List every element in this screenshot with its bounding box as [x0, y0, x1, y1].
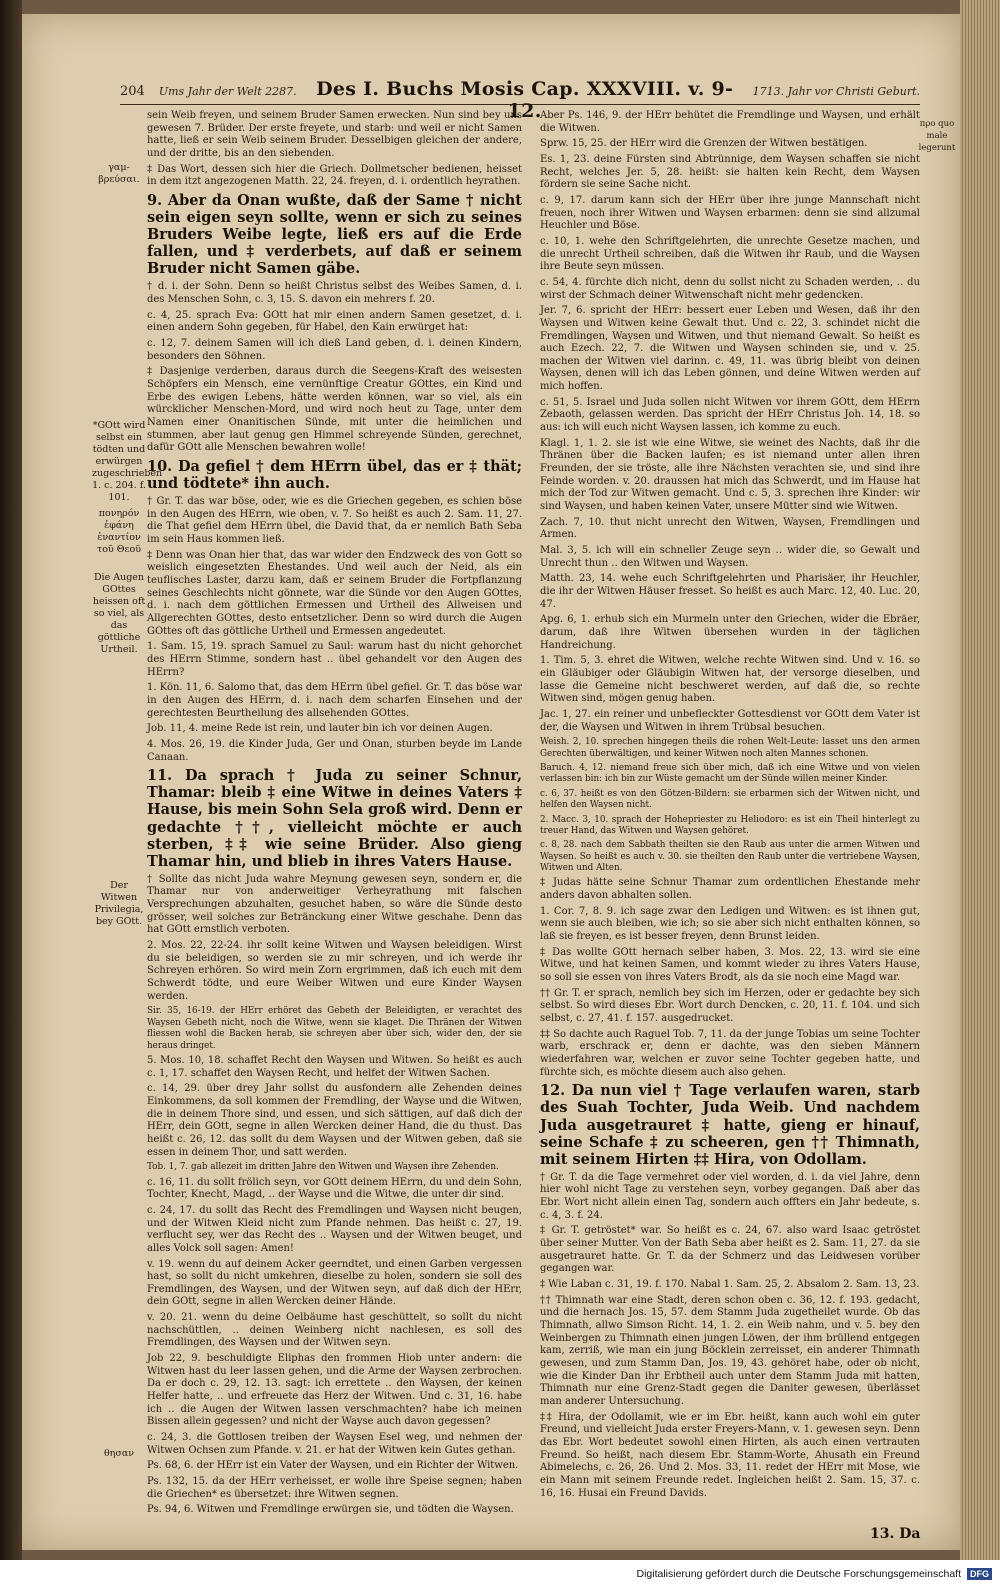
text-paragraph: Es. 1, 23. deine Fürsten sind Abtrünnige, dem Waysen schaffen sie nicht Recht, welches Jer. 5, 28. heißt: sie halten kein Recht, dem Waysen fördern sie seine Sache nicht.	[540, 153, 920, 191]
text-paragraph: 11. Da sprach † Juda zu seiner Schnur, Thamar: bleib ‡ eine Witwe in deines Vaters ‡ Hause, bis mein Sohn Sela groß wird. Denn er gedachte ††, vielleicht möchte er auch sterben, ‡‡ wie seine Brüder. Also gieng Thamar hin, und blieb in ihres Vaters Hause.	[147, 767, 522, 870]
text-paragraph: Jer. 7, 6. spricht der HErr: bessert euer Leben und Wesen, daß ihr den Waysen und Witwen keine Gewalt thut. Und c. 22, 3. schindet nicht die Fremdlingen, Waysen und Witwen, und thut niemand Gewalt. So heißt es auch Ezech. 22, 7. die Witwen und Waysen schinden sie, und v. 25. machen der Witwen viel darinn. c. 49, 11. was übrig bleibt von deinen Waysen, denen will ich das Leben gönnen, und deine Witwen werden auf mich hoffen.	[540, 305, 920, 393]
text-paragraph: Zach. 7, 10. thut nicht unrecht den Witwen, Waysen, Fremdlingen und Armen.	[540, 516, 920, 541]
text-paragraph: v. 19. wenn du auf deinem Acker geerndtet, und einen Garben vergessen hast, so sollt du nicht umkehren, dieselbe zu holen, sondern sie soll des Fremdlingen, des Waysen, und der Witwen seyn, auf daß dich der HErr, dein GOtt, segne in allen Wercken deiner Hände.	[147, 1258, 522, 1308]
text-paragraph: ‡ Judas hätte seine Schnur Thamar zum ordentlichen Ehestande mehr anders davon abhalten sollen.	[540, 877, 920, 902]
text-paragraph: 1. Tim. 5, 3. ehret die Witwen, welche rechte Witwen sind. Und v. 16. so ein Gläubiger oder Gläubigin Witwen hat, der versorge dieselben, und lasse die Gemeine nicht beschweret werden, auf daß die, so rechte Witwen sind, mögen genug haben.	[540, 655, 920, 705]
text-paragraph: c. 24, 17. du sollt das Recht des Fremdlingen und Waysen nicht beugen, und der Witwen Kleid nicht zum Pfande nehmen. Das heißt c. 27, 19. verflucht sey, wer das Recht des ‥ Waysen und der Witwen beuget, und alles Volck soll sagen: Amen!	[147, 1204, 522, 1254]
text-paragraph: 10. Da gefiel † dem HErrn übel, das er ‡ thät; und tödtete* ihn auch.	[147, 457, 522, 493]
text-paragraph: †† Thimnath war eine Stadt, deren schon oben c. 36, 12. f. 193. gedacht, und die hernach Jos. 15, 57. dem Stamm Juda zugetheilet wurde. Ob das Thimnath, allwo Simson Richt. 14, 1. 2. ein Weib nahm, und v. 5. bey den Weinbergen zu Thimnath einen jungen Löwen, der ihm brüllend entgegen kam, zerriß, wie man ein jung Böcklein zerreisset, ein anderer Thimnath gewesen, und zum Stamm Dan, Jos. 19, 43. gehöret habe, oder ob nicht, wie die Kinder Dan ihr Erbtheil auch unter dem Stamm Juda mit hatten, Thimnath nur eine Grenz-Stadt gegen die Daniter gewesen, überlässet man anderer Untersuchung.	[540, 1294, 920, 1407]
text-paragraph: c. 10, 1. wehe den Schriftgelehrten, die unrechte Gesetze machen, und die unrecht Urtheil schreiben, daß die Witwen ihr Raub, und die Waysen ihre Beute seyn müssen.	[540, 235, 920, 273]
text-paragraph: 1. Cor. 7, 8. 9. ich sage zwar den Ledigen und Witwen: es ist ihnen gut, wenn sie auch bleiben, wie ich; so sie aber sich nicht enthalten können, so laß sie freyen, es ist besser freyen, denn Brunst leiden.	[540, 905, 920, 943]
text-paragraph: Job. 11, 4. meine Rede ist rein, und lauter bin ich vor deinen Augen.	[147, 723, 493, 735]
text-paragraph: Jac. 1, 27. ein reiner und unbefleckter Gottesdienst vor GOtt dem Vater ist der, die Waysen und Witwen in ihrem Trübsal besuchen.	[540, 708, 920, 733]
text-paragraph: ‡ Dasjenige verderben, daraus durch die Seegens-Kraft des weisesten Schöpfers ein Mensch, eine vernünftige Creatur GOttes, ein Kind und Erbe des ewigen Lebens, hätte werden können, war so viel, als ein würcklicher Menschen-Mord, und wird noch heut zu Tage, unter dem Namen einer Onanitischen Sünde, mit unter die heimlichen und stummen, aber laut genug gen Himmel schreyende Sünden, gerechnet, dafür GOtt alle Menschen bewahren wolle!	[147, 366, 522, 454]
margin-note: *GOtt wird selbst ein tödten und erwürgen zugeschrieben 1. c. 204. f. 101.	[92, 420, 163, 503]
text-paragraph: 5. Mos. 10, 18. schaffet Recht den Waysen und Witwen. So heißt es auch c. 1, 17. schaffet den Waysen Recht, und helfet der Witwen Sachen.	[147, 1054, 522, 1079]
text-paragraph: Tob. 1, 7. gab allezeit im dritten Jahre den Witwen und Waysen ihre Zehenden.	[147, 1162, 499, 1173]
text-paragraph: Ps. 68, 6. der HErr ist ein Vater der Waysen, und ein Richter der Witwen.	[147, 1460, 519, 1472]
text-paragraph: Ps. 94, 6. Witwen und Fremdlinge erwürgen sie, und tödten die Waysen.	[147, 1504, 514, 1516]
text-paragraph: c. 54, 4. fürchte dich nicht, denn du sollst nicht zu Schaden werden, ‥ du wirst der Schmach deiner Witwenschaft nicht mehr gedencken.	[540, 276, 920, 301]
text-paragraph: ‡‡ So dachte auch Raguel Tob. 7, 11. da der junge Tobias um seine Tochter warb, erschrack er, denn er dachte, was den sieben Männern wiederfahren war, welchen er zuvor seine Tochter gegeben hatte, und fürchte sich, es möchte diesem auch also gehen.	[540, 1028, 920, 1078]
text-paragraph: Aber Ps. 146, 9. der HErr behütet die Fremdlinge und Waysen, und erhält die Witwen.	[540, 110, 920, 134]
catchword: 13. Da	[870, 1526, 921, 1542]
text-paragraph: 1. Kön. 11, 6. Salomo that, das dem HErrn übel gefiel. Gr. T. das böse war in den Augen des HErrn, d. i. nach dem scharfen Einsehen und der gerechtesten Beurtheilung des allsehenden GOttes.	[147, 682, 522, 719]
text-paragraph: Sprw. 15, 25. der HErr wird die Grenzen der Witwen bestätigen.	[540, 138, 868, 150]
book-spine	[0, 0, 22, 1588]
text-paragraph: c. 9, 17. darum kann sich der HErr über ihre junge Mannschaft nicht freuen, noch ihrer Witwen und Waysen erbarmen: denn sie sind allzumal Heuchler und Böse.	[540, 194, 920, 232]
left-column	[147, 110, 522, 1520]
header-left: Ums Jahr der Welt 2287.	[158, 85, 297, 98]
text-paragraph: †† Gr. T. er sprach, nemlich bey sich im Herzen, oder er gedachte bey sich selbst. So wird dieses Ebr. Wort durch Dencken, c. 20, 11. f. 104. und sich selbst, c. 27, 41. f. 157. ausgedrucket.	[540, 987, 920, 1025]
text-paragraph: c. 16, 11. du sollt frölich seyn, vor GOtt deinem HErrn, du und dein Sohn, Tochter, Knecht, Magd, ‥ der Wayse und die Witwe, die unter dir sind.	[147, 1176, 522, 1201]
text-paragraph: c. 51, 5. Israel und Juda sollen nicht Witwen vor ihrem GOtt, dem HErrn Zebaoth, gelassen werden. Das spricht der HErr Christus Joh. 14, 18. so aus: ich will euch nicht Waysen lassen, ich komme zu euch.	[540, 396, 920, 434]
text-paragraph: Mal. 3, 5. ich will ein schneller Zeuge seyn ‥ wider die, so Gewalt und Unrecht thun ‥ den Witwen und Waysen.	[540, 545, 920, 569]
header-right: 1713. Jahr vor Christi Geburt.	[752, 85, 920, 98]
text-paragraph: sein Weib freyen, und seinem Bruder Samen erwecken. Nun sind bey uns gewesen 7. Brüder. Der erste freyete, und starb: und weil er nicht Samen hatte, ließ er sein Weib seinem Bruder. Desselbigen gleichen der andere, und der dritte, bis an den siebenden.	[147, 110, 522, 159]
margin-note: προ quo male legerunt	[918, 119, 956, 153]
text-paragraph: ‡ Das wollte GOtt hernach selber haben, 3. Mos. 22, 13. wird sie eine Witwe, und hat keinen Samen, und kommt wieder zu ihres Vaters Hause, so soll sie essen von ihres Vaters Brodt, als da sie noch eine Magd war.	[540, 946, 920, 984]
text-paragraph: Baruch. 4, 12. niemand freue sich über mich, daß ich eine Witwe und von vielen verlassen bin: ich bin zur Wüste gemacht um der Sünde willen meiner Kinder.	[540, 762, 920, 785]
text-paragraph: ‡‡ Hira, der Odollamit, wie er im Ebr. heißt, kann auch wohl ein guter Freund, und vielleicht Juda erster Freyers-Mann, v. 1. gewesen seyn. Denn das Ebr. Wort bedeutet sowohl einen Hirten, als auch einen vertrauten Freund. So heißt, nach diesem Ebr. Stamm-Worte, Ahusath ein Freund Abimelechs, c. 26, 26. Und 2. Mos. 33, 11. redet der HErr mit Mose, wie ein Mann mit seinem Freunde redet. Ingleichen heißt 2. Sam. 15, 37. c. 16, 16. Husai ein Freund Davids.	[540, 1411, 920, 1499]
header-title: Des I. Buchs Mosis Cap. XXXVIII. v. 9-12.	[316, 78, 734, 122]
text-paragraph: Job 22, 9. beschuldigte Eliphas den frommen Hiob unter andern: die Witwen hast du leer lassen gehen, und die Arme der Waysen zerbrochen. Da er doch c. 29, 12. 13. sagt: ich errettete ‥ den Waysen, der keinen Helfer hatte, ‥ und erfreuete das Herz der Witwen. Und c. 31, 16. habe ich ‥ die Augen der Witwen lassen verschmachten? habe ich meinen Bissen allein gegessen? und nicht der Wayse auch davon gegessen?	[147, 1353, 522, 1428]
margin-note: Die Augen GOttes heissen oft so viel, als das göttliche Urtheil.	[92, 572, 146, 655]
text-paragraph: c. 14, 29. über drey Jahr sollst du ausfondern alle Zehenden deines Einkommens, da soll kommen der Fremdling, der Wayse und die Witwen, die in deinem Thore sind, und essen, und sich sättigen, auf daß dich der HErr, dein GOtt, segne in allen Wercken deiner Hand, die du thust. Das heißt c. 26, 12. das sollt du dem Waysen und der Witwen geben, daß sie essen in deinem Thor, und satt werden.	[147, 1083, 522, 1158]
text-paragraph: 2. Mos. 22, 22-24. ihr sollt keine Witwen und Waysen beleidigen. Wirst du sie beleidigen, so werden sie zu mir schreyen, und ich werde ihr Schreyen erhören. So wird mein Zorn ergrimmen, daß ich euch mit dem Schwerdt tödte, und eure Weiber Witwen und eure Kinder Waysen werden.	[147, 940, 522, 1002]
page-edges	[960, 0, 1000, 1560]
text-paragraph: ‡ Wie Laban c. 31, 19. f. 170. Nabal 1. Sam. 25, 2. Absalom 2. Sam. 13, 23.	[540, 1279, 920, 1291]
text-paragraph: c. 8, 28. nach dem Sabbath theilten sie den Raub aus unter die armen Witwen und Waysen. So heißt es auch v. 30. sie theilten den Raub unter die vertriebene Waysen, Witwen und Alten.	[540, 840, 920, 874]
text-paragraph: ‡ Das Wort, dessen sich hier die Griech. Dollmetscher bedienen, heisset in dem itzt angezogenen Matth. 22, 24. freyen, d. i. ordentlich heyrathen.	[147, 163, 522, 188]
footer-credit: Digitalisierung gefördert durch die Deutsche Forschungsgemeinschaft	[636, 1568, 961, 1580]
text-paragraph: Sir. 35, 16-19. der HErr erhöret das Gebeth der Beleidigten, er verachtet des Waysen Gebeth nicht, noch die Witwe, wenn sie klaget. Die Thränen der Witwen fliessen wohl die Backen herab, sie schreyen aber über sich, wider den, der sie heraus dringet.	[147, 1006, 522, 1051]
text-paragraph: Apg. 6, 1. erhub sich ein Murmeln unter den Griechen, wider die Ebräer, darum, daß ihre Witwen übersehen wurden in der täglichen Handreichung.	[540, 614, 920, 651]
text-paragraph: 2. Macc. 3, 10. sprach der Hohepriester zu Heliodoro: es ist ein Theil hinterlegt zu treuer Hand, das Witwen und Waysen gehöret.	[540, 814, 920, 836]
dfg-logo: DFG	[967, 1568, 992, 1580]
margin-note: Der Witwen Privilegia, bey GOtt.	[94, 880, 144, 927]
text-paragraph: 4. Mos. 26, 19. die Kinder Juda, Ger und Onan, sturben beyde im Lande Canaan.	[147, 738, 522, 763]
text-paragraph: Ps. 132, 15. da der HErr verheisset, er wolle ihre Speise segnen; haben die Griechen* es übersetzet: ihre Witwen segnen.	[147, 1476, 522, 1500]
margin-note: πονηρόν ἐφάνη ἐναντίον τοῦ Θεοῦ	[97, 508, 141, 555]
text-paragraph: † Sollte das nicht Juda wahre Meynung gewesen seyn, sondern er, die Thamar nur von anderweitiger Verheyrathung mit falschen Versprechungen abzuhalten, gesuchet haben, so wäre die Sünde desto grösser, weil solches zur Betränckung einer Witwe geschahe. Denn das hat GOtt ernstlich verboten.	[147, 873, 522, 936]
margin-note: γαμ- βρεύσαι.	[98, 162, 140, 185]
text-paragraph: † Gr. T. da die Tage vermehret oder viel worden, d. i. da viel Jahre, denn hier wohl nicht Tage zu verstehen seyn, vorbey gegangen. Daß aber das Ebr. Wort nicht allein einen Tag, sondern auch offters ein Jahr bedeute, s. c. 4, 3. f. 24.	[540, 1171, 920, 1221]
text-paragraph: c. 4, 25. sprach Eva: GOtt hat mir einen andern Samen gesetzet, d. i. einen andern Sohn gegeben, für Habel, den Kain erwürget hat:	[147, 309, 522, 334]
text-paragraph: 12. Da nun viel † Tage verlaufen waren, starb des Suah Tochter, Juda Weib. Und nachdem Juda ausgetrauret ‡ hatte, gieng er hinauf, seine Schafe ‡ zu scheeren, gen †† Thimnath, mit seinem Hirten ‡‡ Hira, von Odollam.	[540, 1082, 920, 1168]
text-paragraph: v. 20. 21. wenn du deine Oelbäume hast geschüttelt, so sollt du nicht nachschüttlen, ‥ deinen Weinberg nicht nachlesen, es soll des Fremdlingen, des Waysen und der Witwen seyn.	[147, 1312, 522, 1349]
text-paragraph: c. 12, 7. deinem Samen will ich dieß Land geben, d. i. deinen Kindern, besonders den Söhnen.	[147, 338, 522, 362]
text-paragraph: Klagl. 1, 1. 2. sie ist wie eine Witwe, sie weinet des Nachts, daß ihr die Thränen über die Backen laufen; es ist niemand unter allen ihren Freunden, der sie tröste, alle ihre Nächsten verachten sie, und sind ihre Feinde worden. v. 20. draussen hat mich das Schwerdt, und im Hause hat mich der Tod zur Witwen gemacht. Und c. 5, 3. sprechen ihre Kinder: wir sind Waysen, und haben keinen Vater, unsere Mütter sind wie Witwen.	[540, 437, 920, 513]
text-paragraph: c. 24, 3. die Gottlosen treiben der Waysen Esel weg, und nehmen der Witwen Ochsen zum Pfande. v. 21. er hat der Witwen kein Gutes gethan.	[147, 1432, 522, 1456]
text-paragraph: Weish. 2, 10. sprechen hingegen theils die rohen Welt-Leute: lasset uns den armen Gerechten überwältigen, und keiner Witwen noch alten Mannes schonen.	[540, 737, 920, 759]
text-paragraph: c. 6, 37. heißt es von den Götzen-Bildern: sie erbarmen sich der Witwen nicht, und helfen den Waysen nicht.	[540, 788, 920, 811]
page-number: 204	[120, 84, 145, 99]
margin-note: θησαν	[103, 1448, 135, 1459]
text-paragraph: ‡ Denn was Onan hier that, das war wider den Endzweck des von Gott so weislich eingesetzten Ehestandes. Und weil auch der Neid, als ein teuflisches Laster, darzu kam, daß er seinem Bruder die Fortpflanzung seines Geschlechts nicht gönnete, war die Sünde vor den Augen GOttes, d. i. nach dem göttlichen Ermessen und Urtheil des Allweisen und Allgerechten GOttes, desto entsetzlicher. Denn so wird durch die Augen GOttes oft das göttliche Urtheil und Ermessen angedeutet.	[147, 549, 522, 637]
text-paragraph: Matth. 23, 14. wehe euch Schriftgelehrten und Pharisäer, ihr Heuchler, die ihr der Witwen Häuser fresset. So heißt es auch Marc. 12, 40. Luc. 20, 47.	[540, 573, 920, 610]
text-paragraph: 1. Sam. 15, 19. sprach Samuel zu Saul: warum hast du nicht gehorchet des HErrn Stimme, sondern hast ‥ übel gehandelt vor den Augen des HErrn?	[147, 641, 522, 678]
right-column	[540, 110, 920, 1503]
text-paragraph: ‡ Gr. T. getröstet* war. So heißt es c. 24, 67. also ward Isaac getröstet über seiner Mutter. Von der Bath Seba aber heißt es 2. Sam. 11, 27. da sie ausgetrauret hatte. Gr. T. da der Schmerz und das Leidwesen vorüber gegangen war.	[540, 1225, 920, 1275]
footer-bar	[0, 1560, 1000, 1588]
text-paragraph: 9. Aber da Onan wußte, daß der Same † nicht sein eigen seyn sollte, wenn er sich zu seines Bruders Weibe legte, ließ ers auf die Erde fallen, und ‡ verderbets, auf daß er seinem Bruder nicht Samen gäbe.	[147, 191, 522, 278]
text-paragraph: † Gr. T. das war böse, oder, wie es die Griechen gegeben, es schien böse in den Augen des HErrn, wie oben, v. 7. So heißt es auch 2. Sam. 11, 27. die That gefiel dem HErrn übel, die David that, da er nemlich Bath Seba im sein Haus kommen ließ.	[147, 496, 522, 546]
text-paragraph: † d. i. der Sohn. Denn so heißt Christus selbst des Weibes Samen, d. i. des Menschen Sohn, c. 3, 15. S. davon ein mehrers f. 20.	[147, 281, 522, 306]
